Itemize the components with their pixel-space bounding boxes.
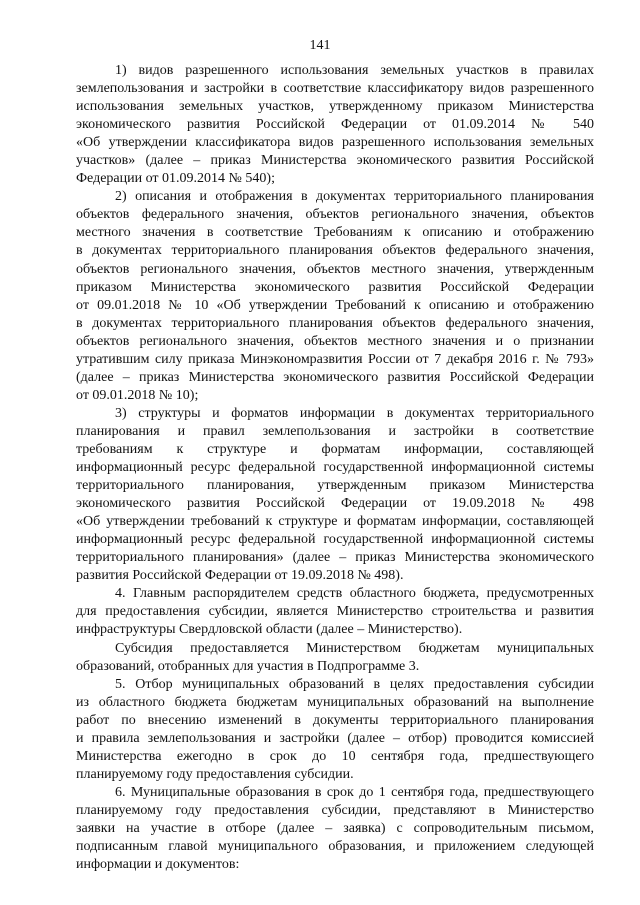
- text-line: участков» (далее – приказ Министерства экономического развития Российской: [76, 153, 594, 169]
- text-line: подписанным главой муниципального образования, и приложением следующей: [76, 839, 594, 855]
- text-line: землепользования и застройки в соответствие классификатору видов разрешенного: [76, 81, 594, 97]
- text-line: информации и документов:: [76, 857, 240, 873]
- text-line: территориального планирования» (далее – приказ Министерства экономического: [76, 550, 594, 566]
- text-line: Федерации от 01.09.2014 № 540);: [76, 171, 275, 187]
- text-line: «Об утверждении требований к структуре и форматам информации, составляющей: [76, 514, 594, 530]
- text-line: объектов федерального значения, объектов регионального значения, объектов: [76, 207, 594, 223]
- paragraph: [76, 784, 594, 874]
- text-line: утратившим силу приказа Минэкономразвития России от 7 декабря 2016 г. № 793»: [76, 351, 594, 367]
- paragraph: [76, 640, 594, 676]
- text-line: планируемому году предоставления субсидии, представляют в Министерство: [76, 802, 594, 818]
- text-line: 3) структуры и форматов информации в документах территориального: [115, 405, 594, 421]
- text-line: приказом Министерства экономического развития Российской Федерации: [76, 279, 594, 295]
- document-body: [76, 62, 594, 874]
- text-line: использования земельных участков, утвержденному приказом Министерства: [76, 99, 594, 115]
- text-line: образований, отобранных для участия в Подпрограмме 3.: [76, 658, 420, 674]
- text-line: и правила землепользования и застройки (далее – отбор) проводится комиссией: [76, 730, 594, 746]
- text-line: объектов регионального значения, объектов местного значения и о признании: [76, 333, 594, 349]
- text-line: от 09.01.2018 № 10 «Об утверждении Требований к описанию и отображению: [76, 297, 594, 313]
- paragraph: [76, 405, 594, 585]
- text-line: экономического развития Российской Федерации от 19.09.2018 № 498: [76, 496, 594, 512]
- text-line: 1) видов разрешенного использования земельных участков в правилах: [115, 63, 594, 78]
- text-line: территориального планирования, утвержденным приказом Министерства: [76, 478, 594, 494]
- text-line: 4. Главным распорядителем средств областного бюджета, предусмотренных: [115, 586, 594, 602]
- text-line: заявки на участие в отборе (далее – заявка) с сопроводительным письмом,: [76, 820, 594, 836]
- text-line: Субсидия предоставляется Министерством бюджетам муниципальных: [115, 640, 594, 656]
- text-line: планируемому году предоставления субсидии.: [76, 766, 354, 782]
- paragraph: [76, 676, 594, 784]
- text-line: информационный ресурс федеральной государственной информационной системы: [76, 460, 594, 476]
- text-line: местного значения в соответствие Требованиям к описанию и отображению: [76, 225, 594, 241]
- text-line: (далее – приказ Министерства экономического развития Российской Федерации: [76, 369, 594, 385]
- paragraph: [76, 585, 594, 639]
- text-line: 5. Отбор муниципальных образований в целях предоставления субсидии: [115, 676, 594, 692]
- text-line: в документах территориального планирования объектов федерального значения,: [76, 315, 594, 331]
- text-line: информационный ресурс федеральной государственной информационной системы: [76, 532, 594, 548]
- text-line: в документах территориального планирования объектов федерального значения,: [76, 243, 594, 259]
- text-line: работ по внесению изменений в документы территориального планирования: [76, 712, 594, 728]
- paragraph: [76, 188, 594, 405]
- text-line: экономического развития Российской Федерации от 01.09.2014 № 540: [76, 117, 594, 133]
- text-line: от 09.01.2018 № 10);: [76, 387, 199, 403]
- text-line: планирования и правил землепользования и застройки в соответствие: [76, 423, 594, 439]
- text-line: 2) описания и отображения в документах территориального планирования: [115, 189, 594, 205]
- text-line: для предоставления субсидии, является Министерство строительства и развития: [76, 604, 594, 620]
- text-line: «Об утверждении классификатора видов разрешенного использования земельных: [76, 135, 594, 151]
- text-line: требованиям к структуре и форматам информации, составляющей: [76, 441, 594, 457]
- text-line: Министерства ежегодно в срок до 10 сентября года, предшествующего: [76, 748, 594, 764]
- text-line: развития Российской Федерации от 19.09.2018 № 498).: [76, 568, 404, 584]
- text-line: из областного бюджета бюджетам муниципальных образований на выполнение: [76, 694, 594, 710]
- text-line: объектов регионального значения, объектов местного значения, утвержденным: [76, 261, 594, 277]
- page-number: 141: [309, 38, 331, 53]
- text-line: инфраструктуры Свердловской области (далее – Министерство).: [76, 622, 463, 638]
- paragraph: [76, 62, 594, 188]
- text-line: 6. Муниципальные образования в срок до 1 сентября года, предшествующего: [115, 784, 594, 800]
